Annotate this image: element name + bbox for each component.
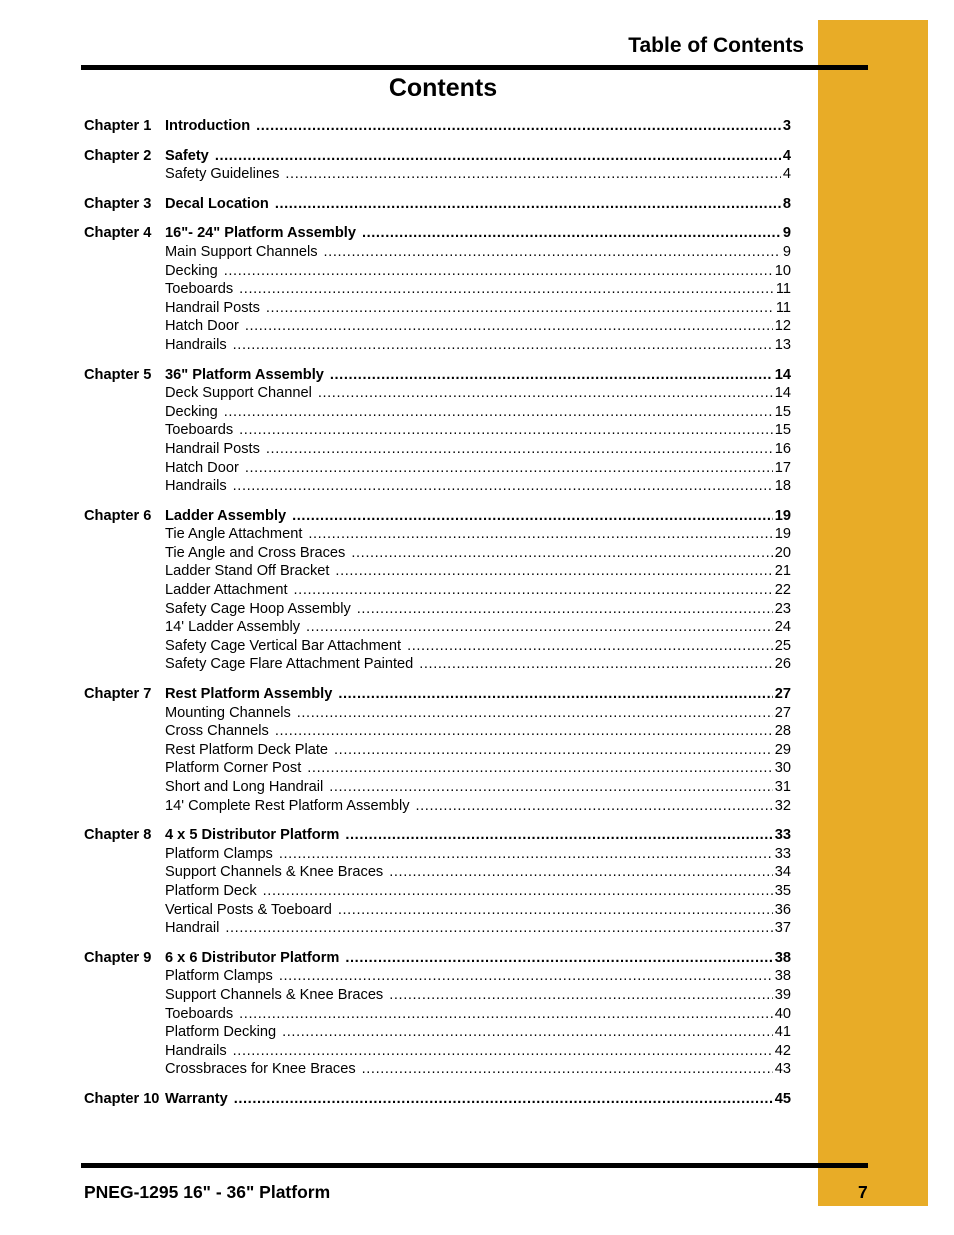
section-title: Short and Long Handrail — [165, 779, 324, 795]
section-title: Hatch Door — [165, 459, 239, 476]
toc-section-entry[interactable] — [84, 778, 791, 797]
dot-leader — [318, 384, 773, 403]
toc-section-entry[interactable] — [84, 544, 791, 563]
contents-heading: Contents — [388, 74, 498, 102]
toc-chapter-entry[interactable] — [84, 366, 791, 385]
dot-leader — [225, 919, 772, 938]
toc-chapter-entry[interactable] — [84, 826, 791, 845]
section-page-number: 11 — [775, 299, 791, 316]
chapter-title: Safety — [165, 147, 209, 164]
section-page-number: 22 — [774, 582, 791, 599]
dot-leader — [275, 195, 781, 214]
chapter-title: 6 x 6 Distributor Platform — [165, 949, 340, 966]
toc-section-entry[interactable] — [84, 901, 791, 920]
section-page-number: 15 — [774, 422, 791, 439]
chapter-label: Chapter 5 — [84, 366, 152, 383]
section-page-number: 28 — [774, 723, 791, 740]
section-page-number: 35 — [774, 882, 791, 899]
dot-leader — [224, 262, 773, 281]
section-title: Platform Clamps — [165, 845, 273, 862]
toc-chapter-block — [84, 224, 791, 354]
section-title: Crossbraces for Knee Braces — [165, 1061, 356, 1078]
chapter-page-number: 33 — [774, 827, 791, 844]
chapter-title: 36" Platform Assembly — [165, 366, 324, 383]
dot-leader — [330, 366, 773, 385]
toc-section-entry[interactable] — [84, 280, 791, 299]
section-title: Rest Platform Deck Plate — [165, 741, 329, 758]
section-title: Deck Support Channel — [165, 385, 312, 402]
section-title: Handrails — [165, 478, 227, 495]
dot-leader — [389, 863, 773, 882]
toc-section-entry[interactable] — [84, 525, 791, 544]
section-title: Handrails — [165, 336, 227, 353]
toc-chapter-block — [84, 117, 791, 136]
dot-leader — [245, 317, 773, 336]
section-page-number: 33 — [774, 845, 791, 862]
dot-leader — [362, 224, 781, 243]
footer-document-title: PNEG-1295 16" - 36" Platform — [84, 1182, 331, 1202]
section-page-number: 27 — [774, 704, 791, 721]
chapter-page-number: 4 — [782, 147, 791, 164]
section-title: Mounting Channels — [165, 704, 291, 721]
section-page-number: 23 — [774, 600, 791, 617]
dot-leader — [263, 882, 773, 901]
section-title: 14' Complete Rest Platform Assembly — [165, 797, 410, 814]
dot-leader — [419, 655, 773, 674]
toc-section-entry[interactable] — [84, 1042, 791, 1061]
section-title: Support Channels & Knee Braces — [165, 986, 384, 1003]
section-page-number: 43 — [774, 1061, 791, 1078]
toc-section-entry[interactable] — [84, 759, 791, 778]
dot-leader — [266, 440, 773, 459]
toc-section-entry[interactable] — [84, 741, 791, 760]
footer-page-number: 7 — [858, 1182, 868, 1202]
toc-chapter-block — [84, 826, 791, 938]
toc-chapter-block — [84, 147, 791, 184]
section-title: Platform Clamps — [165, 968, 273, 985]
dot-leader — [335, 562, 772, 581]
section-title: Platform Decking — [165, 1024, 277, 1041]
section-title: Platform Corner Post — [165, 760, 302, 777]
toc-chapter-entry[interactable] — [84, 224, 791, 243]
chapter-page-number: 38 — [774, 949, 791, 966]
section-title: Vertical Posts & Toeboard — [165, 901, 332, 918]
section-title: Ladder Stand Off Bracket — [165, 563, 330, 580]
dot-leader — [275, 722, 773, 741]
toc-section-entry[interactable] — [84, 262, 791, 281]
dot-leader — [338, 901, 773, 920]
chapter-label: Chapter 1 — [84, 118, 152, 134]
section-page-number: 21 — [774, 563, 791, 580]
toc-section-entry[interactable] — [84, 919, 791, 938]
section-page-number: 39 — [774, 986, 791, 1003]
section-page-number: 19 — [774, 526, 791, 543]
chapter-page-number: 45 — [774, 1090, 791, 1107]
toc-chapter-block — [84, 507, 791, 674]
toc-section-entry[interactable] — [84, 421, 791, 440]
dot-leader — [239, 1005, 773, 1024]
section-title: Safety Cage Vertical Bar Attachment — [165, 637, 402, 654]
dot-leader — [233, 336, 773, 355]
chapter-page-number: 8 — [782, 195, 791, 212]
chapter-title: 16"- 24" Platform Assembly — [165, 225, 356, 242]
section-page-number: 42 — [774, 1042, 791, 1059]
dot-leader — [279, 967, 773, 986]
dot-leader — [279, 845, 773, 864]
toc-section-entry[interactable] — [84, 459, 791, 478]
section-page-number: 12 — [774, 318, 791, 335]
dot-leader — [224, 403, 773, 422]
section-page-number: 41 — [774, 1024, 791, 1041]
section-page-number: 36 — [774, 901, 791, 918]
toc-section-entry[interactable] — [84, 722, 791, 741]
section-title: Handrail Posts — [165, 299, 260, 316]
section-title: Platform Deck — [165, 882, 257, 899]
toc-chapter-block — [84, 949, 791, 1079]
section-page-number: 34 — [774, 864, 791, 881]
toc-section-entry[interactable] — [84, 1023, 791, 1042]
section-title: Handrail Posts — [165, 440, 260, 457]
toc-section-entry[interactable] — [84, 882, 791, 901]
dot-leader — [416, 797, 773, 816]
toc-section-entry[interactable] — [84, 440, 791, 459]
section-title: Handrail — [165, 920, 220, 937]
chapter-label: Chapter 9 — [84, 949, 152, 966]
section-title: Tie Angle Attachment — [165, 526, 303, 543]
chapter-label: Chapter 3 — [84, 195, 152, 212]
dot-leader — [345, 826, 772, 845]
chapter-page-number: 19 — [774, 507, 791, 524]
dot-leader — [297, 704, 773, 723]
dot-leader — [307, 759, 773, 778]
toc-section-entry[interactable] — [84, 863, 791, 882]
toc-chapter-entry[interactable] — [84, 147, 791, 166]
toc-section-entry[interactable] — [84, 299, 791, 318]
toc-section-entry[interactable] — [84, 336, 791, 355]
section-page-number: 15 — [774, 403, 791, 420]
chapter-label: Chapter 4 — [84, 225, 152, 242]
section-title: Decking — [165, 403, 218, 420]
dot-leader — [266, 299, 774, 318]
dot-leader — [351, 544, 772, 563]
chapter-title: Introduction — [165, 118, 251, 134]
dot-leader — [357, 600, 773, 619]
chapter-page-number: 27 — [774, 686, 791, 703]
section-page-number: 9 — [782, 243, 791, 260]
table-of-contents — [84, 117, 791, 1120]
chapter-label: Chapter 10 — [84, 1090, 160, 1107]
header-title: Table of Contents — [628, 34, 804, 57]
toc-section-entry[interactable] — [84, 165, 791, 184]
toc-section-entry[interactable] — [84, 655, 791, 674]
chapter-title: Decal Location — [165, 195, 269, 212]
dot-leader — [285, 165, 780, 184]
section-title: Toeboards — [165, 422, 234, 439]
section-page-number: 4 — [782, 166, 791, 183]
chapter-label: Chapter 8 — [84, 827, 152, 844]
section-page-number: 11 — [775, 281, 791, 298]
section-title: Toeboards — [165, 1005, 234, 1022]
dot-leader — [239, 421, 773, 440]
section-page-number: 30 — [774, 760, 791, 777]
chapter-title: Ladder Assembly — [165, 507, 287, 524]
gold-sidebar-band — [818, 20, 928, 1206]
chapter-label: Chapter 6 — [84, 507, 152, 524]
section-title: Hatch Door — [165, 318, 239, 335]
section-page-number: 31 — [774, 779, 791, 795]
footer-rule — [81, 1163, 868, 1168]
toc-chapter-block — [84, 366, 791, 496]
dot-leader — [324, 243, 781, 262]
dot-leader — [234, 1090, 773, 1109]
section-page-number: 18 — [774, 478, 791, 495]
section-page-number: 16 — [774, 440, 791, 457]
dot-leader — [407, 637, 773, 656]
toc-section-entry[interactable] — [84, 600, 791, 619]
toc-section-entry[interactable] — [84, 967, 791, 986]
toc-section-entry[interactable] — [84, 1005, 791, 1024]
dot-leader — [306, 618, 773, 637]
dot-leader — [292, 507, 773, 526]
dot-leader — [338, 685, 772, 704]
toc-chapter-entry[interactable] — [84, 1090, 791, 1109]
section-page-number: 25 — [774, 637, 791, 654]
chapter-title: Warranty — [165, 1090, 228, 1107]
section-page-number: 17 — [774, 459, 791, 476]
section-page-number: 40 — [774, 1005, 791, 1022]
dot-leader — [389, 986, 773, 1005]
toc-section-entry[interactable] — [84, 986, 791, 1005]
toc-section-entry[interactable] — [84, 845, 791, 864]
dot-leader — [233, 477, 773, 496]
section-page-number: 37 — [774, 920, 791, 937]
toc-chapter-block — [84, 1090, 791, 1109]
toc-section-entry[interactable] — [84, 562, 791, 581]
dot-leader — [239, 280, 774, 299]
chapter-page-number: 14 — [774, 366, 791, 383]
toc-section-entry[interactable] — [84, 403, 791, 422]
toc-chapter-block — [84, 685, 791, 815]
chapter-page-number: 3 — [782, 118, 791, 134]
dot-leader — [362, 1060, 773, 1079]
section-title: Ladder Attachment — [165, 582, 288, 599]
section-page-number: 24 — [774, 619, 791, 636]
toc-section-entry[interactable] — [84, 618, 791, 637]
header-rule — [81, 65, 868, 70]
section-page-number: 14 — [774, 385, 791, 402]
section-title: Support Channels & Knee Braces — [165, 864, 384, 881]
section-title: Decking — [165, 262, 218, 279]
dot-leader — [256, 117, 781, 136]
dot-leader — [245, 459, 773, 478]
section-title: Safety Cage Flare Attachment Painted — [165, 656, 414, 673]
toc-chapter-entry[interactable] — [84, 949, 791, 968]
section-page-number: 20 — [774, 544, 791, 561]
toc-section-entry[interactable] — [84, 797, 791, 816]
section-page-number: 13 — [774, 336, 791, 353]
toc-chapter-entry[interactable] — [84, 507, 791, 526]
section-page-number: 26 — [774, 656, 791, 673]
dot-leader — [294, 581, 773, 600]
section-page-number: 10 — [774, 262, 791, 279]
toc-section-entry[interactable] — [84, 243, 791, 262]
toc-section-entry[interactable] — [84, 477, 791, 496]
toc-section-entry[interactable] — [84, 317, 791, 336]
section-page-number: 32 — [774, 797, 791, 814]
chapter-title: 4 x 5 Distributor Platform — [165, 827, 340, 844]
section-title: Toeboards — [165, 281, 234, 298]
section-page-number: 29 — [774, 741, 791, 758]
section-title: Cross Channels — [165, 723, 269, 740]
toc-chapter-block — [84, 195, 791, 214]
toc-chapter-entry[interactable] — [84, 117, 791, 136]
toc-chapter-entry[interactable] — [84, 685, 791, 704]
section-page-number: 38 — [774, 968, 791, 985]
section-title: Safety Cage Hoop Assembly — [165, 600, 351, 617]
dot-leader — [334, 741, 773, 760]
toc-section-entry[interactable] — [84, 384, 791, 403]
section-title: Safety Guidelines — [165, 166, 280, 183]
chapter-page-number: 9 — [782, 225, 791, 242]
dot-leader — [308, 525, 772, 544]
section-title: 14' Ladder Assembly — [165, 619, 301, 636]
dot-leader — [329, 778, 773, 797]
chapter-title: Rest Platform Assembly — [165, 686, 333, 703]
chapter-label: Chapter 2 — [84, 147, 152, 164]
section-title: Tie Angle and Cross Braces — [165, 544, 346, 561]
toc-section-entry[interactable] — [84, 1060, 791, 1079]
toc-section-entry[interactable] — [84, 581, 791, 600]
section-title: Main Support Channels — [165, 243, 318, 260]
dot-leader — [215, 147, 781, 166]
toc-section-entry[interactable] — [84, 704, 791, 723]
dot-leader — [345, 949, 772, 968]
dot-leader — [282, 1023, 773, 1042]
section-title: Handrails — [165, 1042, 227, 1059]
toc-section-entry[interactable] — [84, 637, 791, 656]
chapter-label: Chapter 7 — [84, 686, 152, 703]
dot-leader — [233, 1042, 773, 1061]
toc-chapter-entry[interactable] — [84, 195, 791, 214]
